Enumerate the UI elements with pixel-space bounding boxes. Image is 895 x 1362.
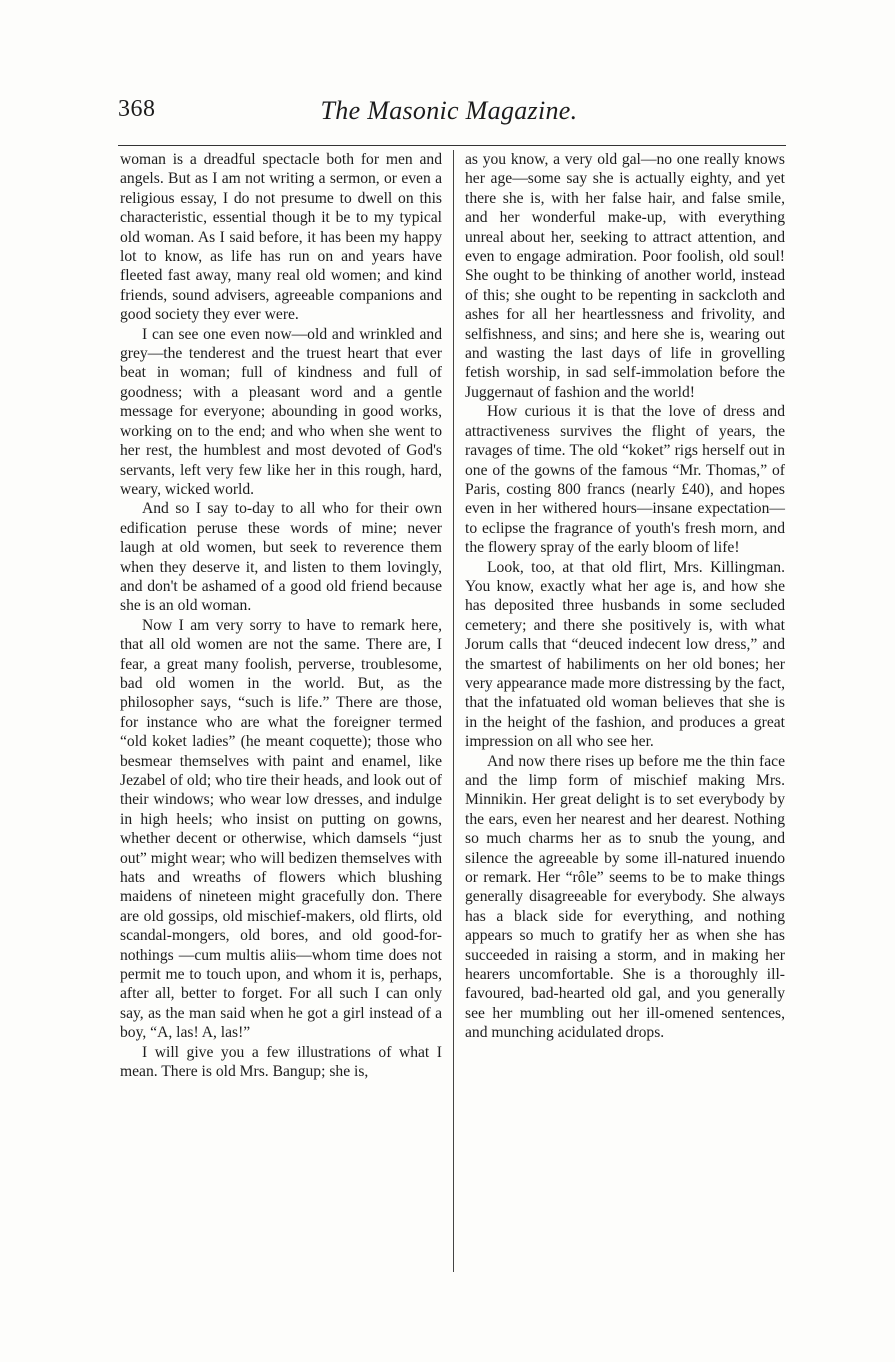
running-title: The Masonic Magazine. [320,96,578,125]
column-divider [453,150,454,1272]
paragraph: Look, too, at that old flirt, Mrs. Killingman. You know, exactly what her age is, and how she has deposited three husbands in some secluded cemetery; and there she positively is, with what Jorum calls that “deuced indecent low dress,” and the smartest of habiliments on her old bones; her very appearance made more distressing by the fact, that the infatuated old woman believes that she is in the height of the fashion, and produces a great impression on all who see her. [465,558,785,751]
paragraph: And so I say to-day to all who for their own edification peruse these words of mine; never laugh at old women, but seek to reverence them when they deserve it, and listen to them lovingly, and don't be ashamed of a good old friend because she is an old woman. [120,500,442,615]
paragraph: I can see one even now—old and wrinkled and grey—the tenderest and the truest heart that ever beat in woman; full of kindness and full of goodness; with a pleasant word and a gentle message for everyone; abounding in good works, working on to the end; and who when she went to her rest, the humblest and most devoted of God's servants, left very few like her in this rough, hard, weary, wicked world. [120,325,442,498]
paragraph: Now I am very sorry to have to remark here, that all old women are not the same. There are, I fear, a great many foolish, perverse, troublesome, bad old women in the world. But, as the philosopher says, “such is life.” There are those, for instance who are what the foreigner termed “old koket ladies” (he meant coquette); those who besmear themselves with paint and enamel, like Jezabel of old; who tire their heads, and look out of their windows; who wear low dresses, and indulge in high heels; who insist on putting on gowns, whether decent or otherwise, which damsels “just out” might wear; who will bedizen themselves with hats and wreaths of flowers which blushing maidens of nineteen might gracefully don. There are old gossips, old mischief-makers, old flirts, old scandal-mongers, old bores, and old good-for-nothings —cum multis aliis—whom time does not permit me to touch upon, and whom it is, perhaps, after all, better to forget. For all such I can only say, as the man said when he got a girl instead of a boy, “A, las! A, las!” [120,616,442,1042]
header-rule [118,145,786,146]
paragraph: woman is a dreadful spectacle both for men and angels. But as I am not writing a sermon, or even a religious essay, I do not presume to dwell on this characteristic, essential though it be to my typical old woman. As I said before, it has been my happy lot to know, as life has run on and years have fleeted fast away, many real old women; and kind friends, sound advisers, agreeable companions and good society they ever were. [120,151,442,324]
paragraph: as you know, a very old gal—no one really knows her age—some say she is actually eighty, and yet there she is, with her false hair, and false smile, and her wonderful make-up, with everything unreal about her, seeking to attract attention, and even to engage admiration. Poor foolish, old soul! She ought to be thinking of another world, instead of this; she ought to be repenting in sackcloth and ashes for all her heartlessness and frivolity, and selfishness, and sins; and here she is, wearing out and wasting the last days of life in grovelling fetish worship, in sad self-immolation before the Juggernaut of fashion and the world! [465,151,785,401]
right-column [465,150,785,1043]
page-header [118,96,780,136]
paragraph: I will give you a few illustrations of what I mean. There is old Mrs. Bangup; she is, [120,1043,442,1081]
paragraph: And now there rises up before me the thin face and the limp form of mischief making Mrs. Minnikin. Her great delight is to set everybody by the ears, even her nearest and her dearest. Nothing so much charms her as to snub the young, and silence the agreeable by some ill-natured inuendo or remark. Her “rôle” seems to be to make things generally disagreeable for everybody. She always has a black side for everything, and nothing appears so much to gratify her as when she has succeeded in raising a storm, and in making her hearers uncomfortable. She is a thoroughly ill-favoured, bad-hearted old gal, and you generally see her mumbling out her ill-omened sentences, and munching acidulated drops. [465,752,785,1042]
paragraph: How curious it is that the love of dress and attractiveness survives the flight of years, the ravages of time. The old “koket” rigs herself out in one of the gowns of the famous “Mr. Thomas,” of Paris, costing 800 francs (nearly £40), and hopes even in her withered hours—insane expectation—to eclipse the fragrance of youth's fresh morn, and the flowery spray of the early bloom of life! [465,403,785,557]
left-column [120,150,442,1082]
page-number: 368 [118,96,156,122]
